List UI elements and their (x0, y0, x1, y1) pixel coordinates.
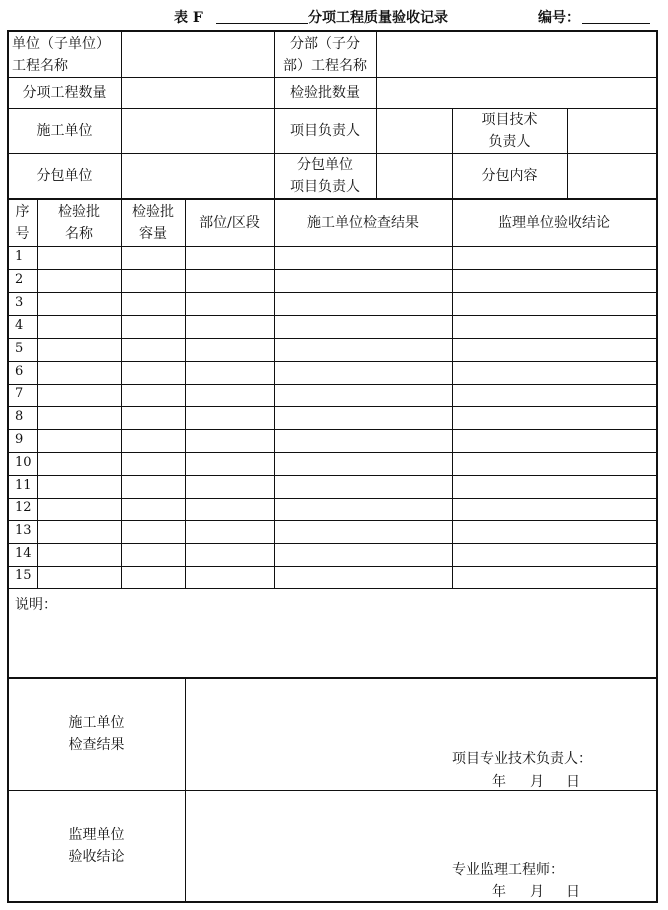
row-number: 2 (15, 272, 24, 287)
col-divider (185, 199, 186, 588)
col-batch-capacity-header: 检验批 容量 (132, 203, 174, 242)
construction-unit-label: 施工单位 (36, 122, 93, 139)
tech-signer-label: 项目专业技术负责人： (452, 751, 592, 767)
col-divider (185, 678, 186, 902)
tech-leader-label: 项目技术 负责人 (481, 111, 538, 150)
row-number: 1 (15, 249, 24, 264)
col-batch-name-header: 检验批 名称 (58, 203, 100, 242)
subcontract-content-label: 分包内容 (481, 167, 538, 184)
supervisor-signer-label: 专业监理工程师： (452, 862, 564, 878)
subcontract-unit-label: 分包单位 (36, 167, 93, 184)
row-divider (8, 520, 656, 521)
col-location-header: 部位/区段 (199, 214, 260, 231)
row-divider (8, 543, 656, 544)
supervision-label: 监理单位 验收结论 (68, 827, 125, 865)
col-divider (376, 32, 377, 198)
project-leader-label: 项目负责人 (290, 122, 360, 139)
col-acceptance-header: 监理单位验收结论 (498, 214, 610, 231)
col-divider (274, 199, 275, 588)
col-seq-header: 序 号 (15, 203, 30, 242)
date-month: 月 (530, 774, 544, 790)
notes-label: 说明： (15, 597, 57, 613)
division-name-label: 分部（子分 部）工程名称 (283, 35, 367, 74)
col-divider (567, 108, 568, 198)
date-month: 月 (530, 884, 544, 900)
unit-name-label: 单位（子单位） 工程名称 (12, 35, 110, 74)
date-year: 年 (492, 884, 506, 900)
row-number: 4 (15, 318, 24, 333)
row-divider (8, 384, 656, 385)
row-number: 6 (15, 364, 24, 379)
sub-leader-label: 分包单位 项目负责人 (290, 156, 360, 195)
row-divider (8, 475, 656, 476)
date-year: 年 (492, 774, 506, 790)
construction-check-label: 施工单位 检查结果 (68, 715, 125, 753)
batch-count-label: 检验批数量 (290, 84, 360, 101)
form-header (0, 0, 668, 30)
number-label: 编号： (538, 10, 580, 26)
col-divider (121, 32, 122, 198)
row-number: 3 (15, 295, 24, 310)
row-divider (8, 406, 656, 407)
col-divider (37, 199, 38, 588)
row-number: 14 (15, 546, 32, 561)
subitem-count-label: 分项工程数量 (22, 84, 107, 101)
date-day: 日 (566, 884, 580, 900)
row-divider (8, 566, 656, 567)
row-divider (8, 338, 656, 339)
form-title: 分项工程质量验收记录 (308, 10, 448, 26)
row-number: 8 (15, 409, 24, 424)
col-divider (121, 199, 122, 588)
row-divider (8, 292, 656, 293)
row-number: 9 (15, 432, 24, 447)
row-number: 5 (15, 341, 24, 356)
row-number: 11 (15, 478, 32, 493)
row-divider (8, 315, 656, 316)
row-divider (8, 588, 656, 589)
row-divider (8, 361, 656, 362)
row-divider (8, 269, 656, 270)
table-label: 表 F (174, 10, 203, 26)
number-input-line[interactable] (582, 23, 650, 24)
row-number: 13 (15, 523, 32, 538)
col-divider (452, 199, 453, 588)
row-divider (8, 452, 656, 453)
row-divider (8, 246, 656, 247)
row-divider (8, 498, 656, 499)
row-number: 15 (15, 568, 32, 583)
row-number: 7 (15, 386, 24, 401)
table-number-line (216, 23, 308, 24)
row-number: 12 (15, 500, 32, 515)
row-divider (8, 429, 656, 430)
row-number: 10 (15, 455, 32, 470)
date-day: 日 (566, 774, 580, 790)
col-check-result-header: 施工单位检查结果 (307, 214, 419, 231)
